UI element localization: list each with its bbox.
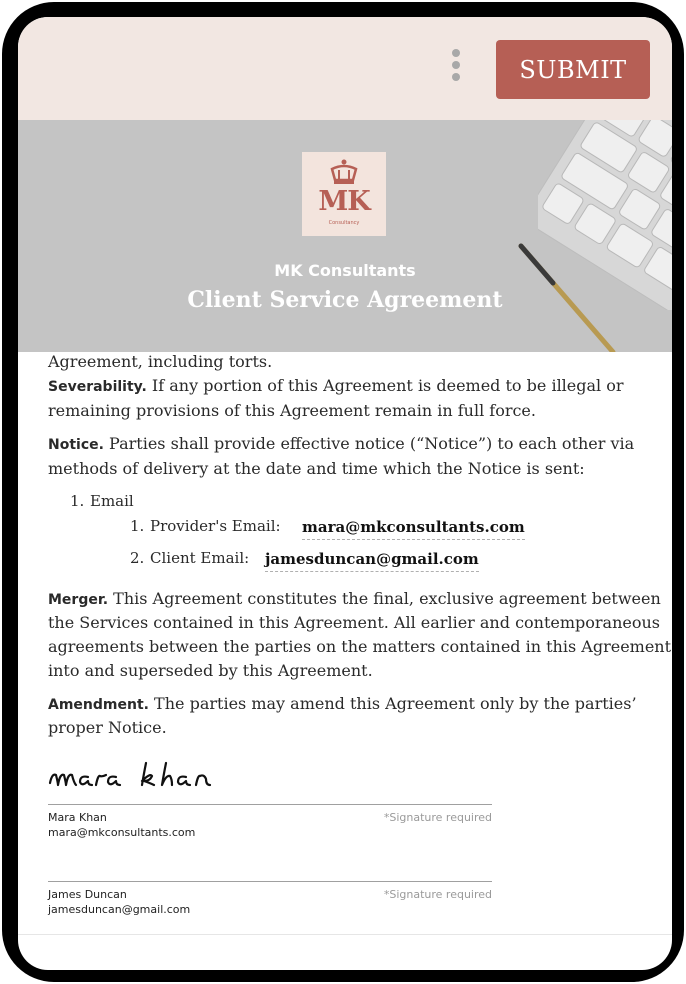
amendment-paragraph: Amendment. The parties may amend this Agreement only by the parties’	[48, 694, 637, 713]
company-name: MK Consultants	[274, 261, 416, 280]
paragraph-line: Agreement, including torts.	[48, 352, 273, 371]
logo-subtext: Consultancy	[328, 220, 360, 226]
notice-paragraph: Notice. Parties shall provide effective notice (“Notice”) to each other via	[48, 434, 635, 453]
signature-line	[48, 804, 492, 805]
hero-banner	[18, 120, 672, 352]
paragraph-line: remaining provisions of this Agreement remain in full force.	[48, 401, 536, 420]
provider-email-field[interactable]: mara@mkconsultants.com	[302, 518, 525, 540]
severability-paragraph: Severability. If any portion of this Agreement is deemed to be illegal or	[48, 376, 624, 395]
signer-name: Mara Khan	[48, 811, 107, 824]
signature-required-note: *Signature required	[383, 811, 492, 824]
divider	[18, 934, 672, 935]
signer-email: jamesduncan@gmail.com	[48, 903, 191, 916]
top-bar	[18, 17, 672, 120]
paragraph-line: proper Notice.	[48, 718, 167, 737]
document-title: Client Service Agreement	[187, 287, 503, 313]
notice-heading: Notice.	[48, 437, 104, 453]
provider-email-label: Provider's Email:	[150, 517, 281, 535]
signer-email: mara@mkconsultants.com	[48, 826, 196, 839]
list-number: 1.	[70, 492, 85, 510]
signature-required-note: *Signature required	[383, 888, 492, 901]
signer-name: James Duncan	[48, 888, 127, 901]
paragraph-line: methods of delivery at the date and time which the Notice is sent:	[48, 459, 585, 478]
submit-button[interactable]: SUBMIT	[496, 40, 650, 99]
paragraph-line: the Services contained in this Agreement. All earlier and contemporaneous	[48, 613, 661, 632]
client-email-field[interactable]: jamesduncan@gmail.com	[265, 550, 479, 572]
amendment-heading: Amendment.	[48, 697, 149, 713]
crown-icon	[330, 159, 358, 185]
list-item-email: Email	[90, 492, 134, 510]
severability-heading: Severability.	[48, 379, 147, 395]
company-logo	[302, 152, 386, 236]
screen	[18, 17, 672, 970]
kebab-menu-icon[interactable]	[446, 49, 466, 89]
signature-line	[48, 881, 492, 882]
paragraph-line: into and superseded by this Agreement.	[48, 661, 373, 680]
tablet-frame	[2, 2, 684, 982]
client-email-label: Client Email:	[150, 549, 250, 567]
merger-heading: Merger.	[48, 592, 109, 608]
merger-paragraph: Merger. This Agreement constitutes the final, exclusive agreement between	[48, 589, 661, 608]
logo-mark: MK	[318, 186, 370, 217]
sublist-number: 2.	[130, 549, 145, 567]
sublist-number: 1.	[130, 517, 145, 535]
paragraph-line: agreements between the parties on the matters contained in this Agreement	[48, 637, 672, 656]
handwritten-signature[interactable]	[48, 759, 218, 791]
